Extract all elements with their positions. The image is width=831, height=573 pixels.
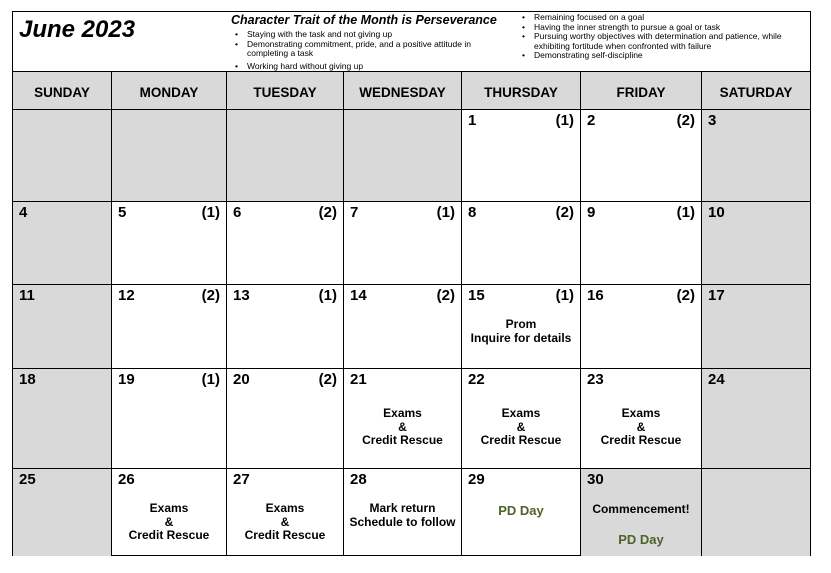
day-cell bbox=[701, 468, 810, 556]
rotation-day: (1) bbox=[201, 371, 220, 388]
rotation-day: (2) bbox=[318, 371, 337, 388]
event-line: Credit Rescue bbox=[128, 528, 210, 542]
day-cell bbox=[701, 201, 810, 284]
rotation-day: (2) bbox=[676, 287, 695, 304]
trait-points-right bbox=[520, 13, 808, 61]
trait-point: • Remaining focused on a goal bbox=[520, 13, 808, 23]
day-number: 28 bbox=[350, 471, 367, 488]
rotation-day: (2) bbox=[318, 204, 337, 221]
day-number: 18 bbox=[19, 371, 36, 388]
day-header-tuesday: TUESDAY bbox=[226, 72, 343, 110]
event-line: Commencement! bbox=[592, 502, 690, 516]
trait-point: • Staying with the task and not giving up bbox=[233, 30, 498, 40]
day-number: 9 bbox=[587, 204, 596, 221]
day-header-friday: FRIDAY bbox=[580, 72, 701, 110]
event-line: Exams bbox=[383, 406, 422, 420]
pd-day-label: PD Day bbox=[498, 503, 544, 518]
day-cell bbox=[111, 468, 226, 556]
day-cell bbox=[226, 368, 343, 468]
event-line: Exams bbox=[621, 406, 661, 420]
day-cell bbox=[701, 368, 810, 468]
day-cell bbox=[580, 368, 701, 468]
day-number: 10 bbox=[708, 204, 725, 221]
day-cell bbox=[461, 110, 580, 201]
day-number: 15 bbox=[468, 287, 485, 304]
rotation-day: (1) bbox=[676, 204, 695, 221]
rotation-day: (2) bbox=[676, 112, 695, 129]
event-line: Schedule to follow bbox=[349, 514, 456, 529]
rotation-day: (1) bbox=[555, 112, 574, 129]
day-cell bbox=[343, 201, 461, 284]
rotation-day: (2) bbox=[436, 287, 455, 304]
day-cell bbox=[461, 468, 580, 556]
event-line: & bbox=[636, 419, 646, 434]
day-number: 29 bbox=[468, 471, 485, 488]
event-line: & bbox=[280, 514, 290, 529]
day-cell bbox=[343, 468, 461, 556]
day-number: 13 bbox=[233, 287, 250, 304]
pd-day-label: PD Day bbox=[618, 532, 664, 547]
day-number: 12 bbox=[118, 287, 135, 304]
day-number: 1 bbox=[468, 112, 477, 129]
day-cell bbox=[226, 284, 343, 368]
trait-point: • Demonstrating commitment, pride, and a positive attitude in completing a task bbox=[233, 40, 498, 59]
event-text bbox=[112, 502, 226, 543]
day-number: 5 bbox=[118, 204, 127, 221]
event-text bbox=[227, 502, 343, 543]
event-text bbox=[344, 407, 461, 448]
day-number: 17 bbox=[708, 287, 725, 304]
day-cell bbox=[580, 468, 701, 556]
event-text bbox=[581, 503, 701, 517]
event-line: Mark return bbox=[369, 501, 436, 515]
trait-title: Character Trait of the Month is Perseverance bbox=[231, 13, 497, 27]
day-number: 14 bbox=[350, 287, 367, 304]
day-number: 11 bbox=[19, 287, 35, 304]
calendar-header bbox=[13, 12, 810, 72]
rotation-day: (2) bbox=[201, 287, 220, 304]
event-line: & bbox=[398, 419, 407, 434]
day-header-sunday: SUNDAY bbox=[34, 85, 90, 100]
rotation-day: (1) bbox=[555, 287, 574, 304]
day-number: 6 bbox=[233, 204, 242, 221]
day-cell bbox=[701, 110, 810, 201]
day-cell bbox=[343, 284, 461, 368]
day-cell bbox=[580, 110, 701, 201]
day-header-monday: MONDAY bbox=[111, 72, 226, 110]
event-text bbox=[462, 407, 580, 448]
day-number: 4 bbox=[19, 204, 28, 221]
trait-point: • Working hard without giving up bbox=[233, 62, 498, 72]
calendar-sheet bbox=[12, 11, 811, 556]
day-cell bbox=[701, 284, 810, 368]
day-cell bbox=[13, 368, 111, 468]
event-line: Exams bbox=[149, 501, 189, 515]
day-cell bbox=[111, 284, 226, 368]
day-number: 30 bbox=[587, 471, 604, 488]
event-line: Exams bbox=[265, 501, 305, 515]
day-header-saturday: SATURDAY bbox=[701, 72, 810, 110]
day-cell bbox=[461, 368, 580, 468]
event-line: Credit Rescue bbox=[600, 433, 682, 447]
day-cell bbox=[343, 368, 461, 468]
day-cell bbox=[343, 110, 461, 201]
day-number: 20 bbox=[233, 371, 250, 388]
month-title: June 2023 bbox=[19, 16, 136, 43]
day-number: 23 bbox=[587, 371, 604, 388]
day-cell bbox=[580, 201, 701, 284]
event-text bbox=[462, 318, 580, 345]
day-header-thursday: THURSDAY bbox=[461, 72, 580, 110]
day-of-week-row bbox=[13, 72, 810, 110]
trait-point: • Having the inner strength to pursue a goal or task bbox=[520, 23, 808, 33]
day-number: 2 bbox=[587, 112, 596, 129]
event-line: Exams bbox=[501, 406, 541, 420]
rotation-day: (1) bbox=[318, 287, 337, 304]
day-number: 21 bbox=[350, 371, 367, 388]
day-cell bbox=[226, 110, 343, 201]
trait-point: • Demonstrating self-discipline bbox=[520, 51, 808, 61]
day-number: 25 bbox=[19, 471, 36, 488]
event-text bbox=[344, 502, 461, 529]
day-number: 16 bbox=[587, 287, 604, 304]
day-number: 27 bbox=[233, 471, 250, 488]
day-number: 26 bbox=[118, 471, 135, 488]
event-text bbox=[581, 407, 701, 448]
day-cell bbox=[461, 284, 580, 368]
event-line: Credit Rescue bbox=[362, 433, 443, 447]
rotation-day: (1) bbox=[201, 204, 220, 221]
day-cell bbox=[580, 284, 701, 368]
event-line: & bbox=[516, 419, 526, 434]
day-number: 19 bbox=[118, 371, 135, 388]
day-cell bbox=[13, 284, 111, 368]
day-cell bbox=[13, 110, 111, 201]
day-cell bbox=[13, 201, 111, 284]
event-line: Credit Rescue bbox=[244, 528, 326, 542]
day-header-wednesday: WEDNESDAY bbox=[343, 72, 461, 110]
day-cell bbox=[111, 201, 226, 284]
event-line: Prom bbox=[505, 317, 537, 331]
event-line: Credit Rescue bbox=[480, 433, 562, 447]
event-line: & bbox=[164, 514, 174, 529]
rotation-day: (2) bbox=[555, 204, 574, 221]
day-cell bbox=[461, 201, 580, 284]
day-cell bbox=[111, 368, 226, 468]
day-cell bbox=[111, 110, 226, 201]
day-cell bbox=[226, 468, 343, 556]
day-cell bbox=[13, 468, 111, 556]
day-number: 3 bbox=[708, 112, 717, 129]
day-number: 22 bbox=[468, 371, 485, 388]
trait-point: • Pursuing worthy objectives with determination and patience, while exhibiting fortitude when confronted with failure bbox=[520, 32, 808, 51]
event-line: Inquire for details bbox=[470, 330, 572, 345]
day-number: 7 bbox=[350, 204, 359, 221]
day-number: 8 bbox=[468, 204, 477, 221]
day-number: 24 bbox=[708, 371, 725, 388]
trait-points-left bbox=[233, 30, 498, 71]
day-cell bbox=[226, 201, 343, 284]
rotation-day: (1) bbox=[436, 204, 455, 221]
